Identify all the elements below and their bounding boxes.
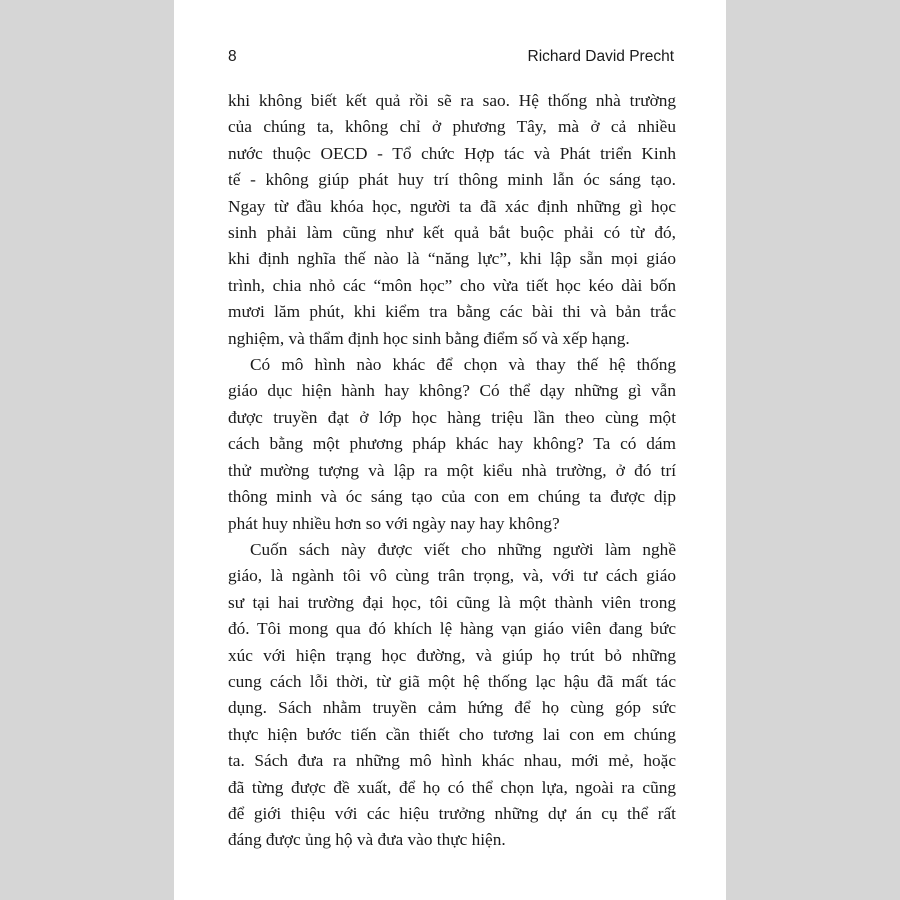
text-line: được truyền đạt ở lớp học hàng triệu lần theo cùng một <box>228 407 676 427</box>
text-line: thử mường tượng và lập ra một kiểu nhà trường, ở đó trí <box>228 460 676 480</box>
text-line: mươi lăm phút, khi kiểm tra bằng các bài thi và bản trắc <box>228 302 676 322</box>
text-line: giáo, là ngành tôi vô cùng trân trọng, và, với tư cách giáo <box>228 566 676 586</box>
text-line: sư tại hai trường đại học, tôi cũng là một thành viên trong <box>228 592 676 612</box>
text-line: phát huy nhiều hơn so với ngày nay hay không? <box>228 513 560 533</box>
text-line: khi không biết kết quả rồi sẽ ra sao. Hệ thống nhà trường <box>228 91 676 110</box>
paragraph <box>228 537 676 854</box>
text-line: thông minh và óc sáng tạo của con em chúng ta được dịp <box>228 487 676 507</box>
text-line: Có mô hình nào khác để chọn và thay thế hệ thống <box>250 355 676 375</box>
paragraph <box>228 88 676 352</box>
text-line: đã từng được đề xuất, để họ có thể chọn lựa, ngoài ra cũng <box>228 777 676 797</box>
text-line: sinh phải làm cũng như kết quả bắt buộc phải có từ đó, <box>228 223 676 243</box>
text-line: đáng được ủng hộ và đưa vào thực hiện. <box>228 830 506 850</box>
text-line: trình, chia nhỏ các “môn học” cho vừa tiết học kéo dài bốn <box>228 275 676 295</box>
text-line: giáo dục hiện hành hay không? Có thể dạy những gì vẫn <box>228 381 676 401</box>
text-line: Cuốn sách này được viết cho những người làm nghề <box>250 539 676 559</box>
text-line: Ngay từ đầu khóa học, người ta đã xác định những gì học <box>228 196 676 216</box>
text-line: thực hiện bước tiến cần thiết cho tương lai con em chúng <box>228 724 676 744</box>
text-line: cung cách lỗi thời, từ giã một hệ thống lạc hậu đã mất tác <box>228 671 676 691</box>
text-line: đó. Tôi mong qua đó khích lệ hàng vạn giáo viên đang bức <box>228 619 676 639</box>
text-line: nghiệm, và thẩm định học sinh bằng điểm số và xếp hạng. <box>228 328 630 348</box>
text-line: xúc với hiện trạng học đường, và giúp họ trút bỏ những <box>228 645 676 665</box>
text-line: của chúng ta, không chỉ ở phương Tây, mà ở cả nhiều <box>228 117 676 137</box>
page-header <box>228 48 674 70</box>
body-text <box>228 88 676 854</box>
text-line: để giới thiệu với các hiệu trưởng những dự án cụ thể rất <box>228 803 676 823</box>
page-number: 8 <box>228 48 237 65</box>
text-line: dụng. Sách nhằm truyền cảm hứng để họ cùng góp sức <box>228 698 676 718</box>
text-line: nước thuộc OECD - Tổ chức Hợp tác và Phát triển Kinh <box>228 143 676 163</box>
text-line: ta. Sách đưa ra những mô hình khác nhau, mới mẻ, hoặc <box>228 751 676 771</box>
paragraph <box>228 352 676 537</box>
book-page <box>174 0 726 900</box>
text-line: tế - không giúp phát huy trí thông minh lẫn óc sáng tạo. <box>228 170 676 190</box>
running-head-author: Richard David Precht <box>527 48 674 65</box>
text-line: cách bằng một phương pháp khác hay không? Ta có dám <box>228 434 676 454</box>
text-line: khi định nghĩa thế nào là “năng lực”, khi lập sẵn mọi giáo <box>228 249 676 269</box>
